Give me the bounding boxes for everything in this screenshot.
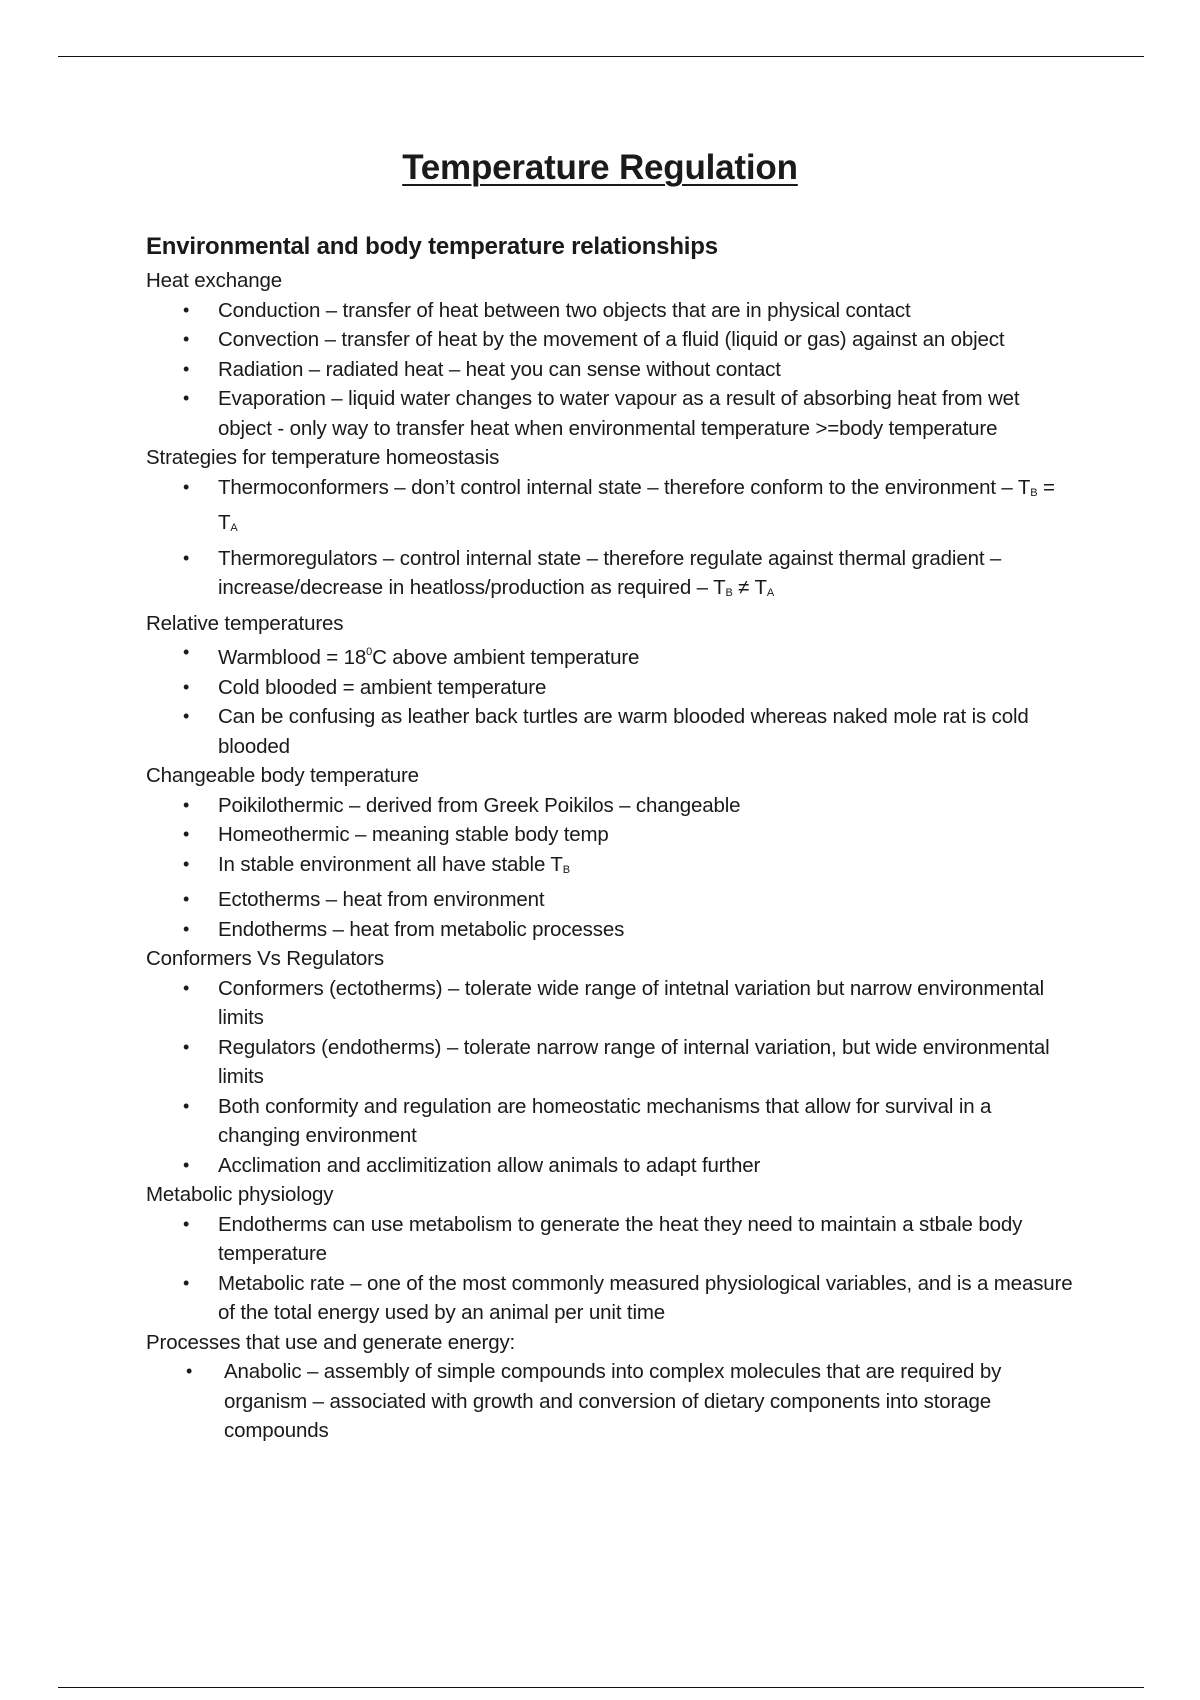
bullet-icon: • xyxy=(183,706,190,726)
list-item: • Thermoconformers – don’t control internal state – therefore conform to the environment – $T_B = T_A$ xyxy=(146,473,1076,544)
bullet-icon: • xyxy=(183,1036,190,1057)
bullet-icon: • xyxy=(183,889,190,909)
relative-temperatures-list xyxy=(146,638,1076,761)
section-heading: Environmental and body temperature relationships xyxy=(146,233,718,260)
bullet-icon: • xyxy=(183,977,190,998)
bullet-icon: • xyxy=(183,299,190,320)
list-item: • Homeothermic – meaning stable body temp xyxy=(146,820,1076,850)
list-item: • Conformers (ectotherms) – tolerate wide range of intetnal variation but narrow environmental limits xyxy=(146,974,1076,1033)
changeable-list xyxy=(146,791,1076,945)
list-item: • Endotherms – heat from metabolic processes xyxy=(146,915,1076,945)
list-item: • Cold blooded = ambient temperature xyxy=(146,673,1076,703)
bullet-icon: • xyxy=(183,1272,190,1293)
bullet-icon: • xyxy=(186,1361,193,1381)
subheading-relative-temperatures: Relative temperatures xyxy=(146,611,344,635)
bullet-icon: • xyxy=(183,824,190,844)
list-item: • Radiation – radiated heat – heat you can sense without contact xyxy=(146,355,1076,385)
header-rule xyxy=(58,56,1144,57)
subheading-conformers-vs-regulators: Conformers Vs Regulators xyxy=(146,947,384,970)
list-item: • Metabolic rate – one of the most commonly measured physiological variables, and is a measure of the total energy used by an animal per unit time xyxy=(146,1269,1076,1328)
bullet-icon: • xyxy=(183,1154,190,1175)
list-item: • Poikilothermic – derived from Greek Poikilos – changeable xyxy=(146,791,1076,821)
subheading-processes: Processes that use and generate energy: xyxy=(146,1330,516,1354)
conformers-list xyxy=(146,974,1076,1181)
footer-rule xyxy=(58,1687,1144,1688)
list-item: • Acclimation and acclimitization allow animals to adapt further xyxy=(146,1151,1076,1181)
metabolic-list xyxy=(146,1210,1076,1328)
bullet-icon: • xyxy=(183,329,190,349)
list-item: • Conduction – transfer of heat between two objects that are in physical contact xyxy=(146,296,1076,326)
list-item: • Anabolic – assembly of simple compounds into complex molecules that are required by organism – associated with growth and conversion of dietary components into storage compounds xyxy=(146,1357,1076,1446)
bullet-icon: • xyxy=(183,358,190,379)
bullet-icon: • xyxy=(183,676,190,697)
bullet-icon: • xyxy=(183,642,190,662)
subheading-heat-exchange: Heat exchange xyxy=(146,269,282,292)
bullet-icon: • xyxy=(183,547,190,568)
list-item: • Endotherms can use metabolism to generate the heat they need to maintain a stbale body temperature xyxy=(146,1210,1076,1269)
bullet-icon: • xyxy=(183,476,190,497)
list-item: • Both conformity and regulation are homeostatic mechanisms that allow for survival in a changing environment xyxy=(146,1092,1076,1151)
subheading-metabolic-physiology: Metabolic physiology xyxy=(146,1183,334,1206)
bullet-icon: • xyxy=(183,388,190,408)
list-item: • Convection – transfer of heat by the movement of a fluid (liquid or gas) against an object xyxy=(146,325,1076,355)
heat-exchange-list xyxy=(146,296,1076,444)
list-item: • Regulators (endotherms) – tolerate narrow range of internal variation, but wide environmental limits xyxy=(146,1033,1076,1092)
bullet-icon: • xyxy=(183,853,190,874)
bullet-icon: • xyxy=(183,1213,190,1234)
list-item: • Warmblood = $18^0C$ above ambient temperature xyxy=(146,638,1076,673)
subheading-changeable-body-temperature: Changeable body temperature xyxy=(146,764,419,787)
document-body xyxy=(146,232,1076,1446)
processes-list xyxy=(146,1357,1076,1446)
list-item: • Thermoregulators – control internal state – therefore regulate against thermal gradient – increase/decrease in heatloss/production as required – $T_B \ne T_A$ xyxy=(146,544,1076,609)
subheading-strategies: Strategies for temperature homeostasis xyxy=(146,446,500,469)
bullet-icon: • xyxy=(183,918,190,939)
page-title: Temperature Regulation xyxy=(402,148,798,187)
bullet-icon: • xyxy=(183,1095,190,1116)
bullet-icon: • xyxy=(183,794,190,815)
list-item: • Ectotherms – heat from environment xyxy=(146,885,1076,915)
strategies-list xyxy=(146,473,1076,609)
list-item: • Can be confusing as leather back turtles are warm blooded whereas naked mole rat is cold blooded xyxy=(146,702,1076,761)
list-item: • Evaporation – liquid water changes to water vapour as a result of absorbing heat from wet object - only way to transfer heat when environmental temperature >=body temperature xyxy=(146,384,1076,443)
list-item: • In stable environment all have stable $T_B$ xyxy=(146,850,1076,886)
